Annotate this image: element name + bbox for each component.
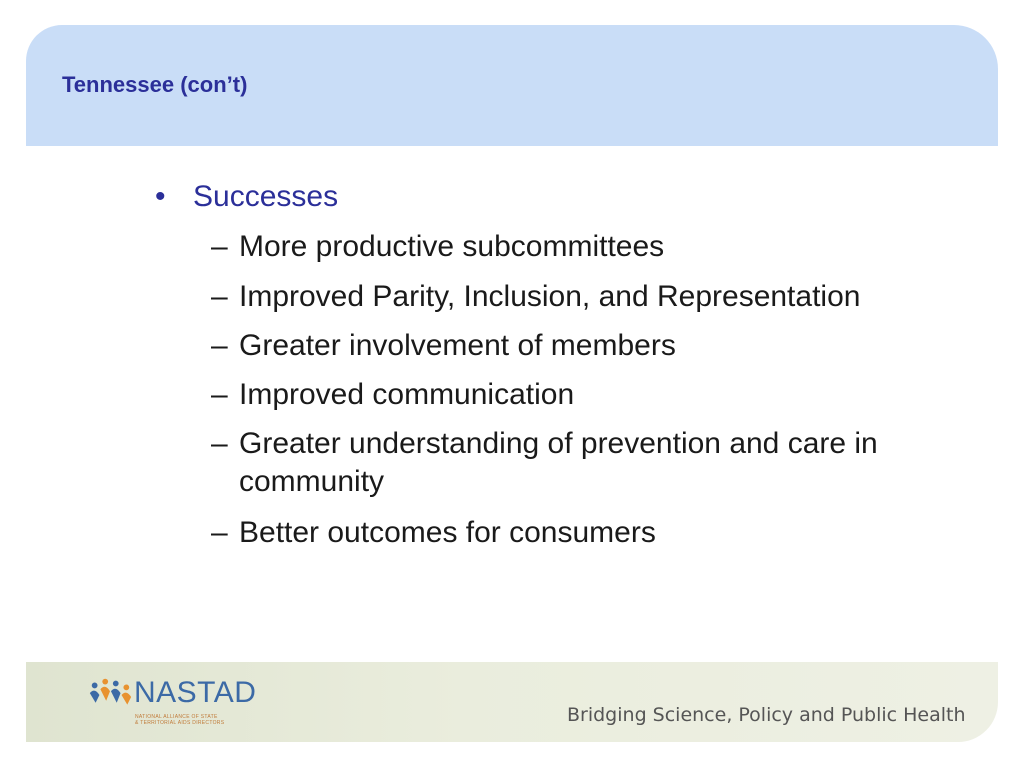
sub-item-text: Greater understanding of prevention and care in community — [239, 427, 878, 498]
nastad-people-logo-icon — [86, 672, 134, 720]
sub-item — [211, 376, 959, 414]
sub-item-text: Better outcomes for consumers — [239, 516, 656, 549]
sub-item — [211, 278, 959, 316]
dash-symbol: – — [211, 378, 228, 411]
sub-item-text: Improved communication — [239, 378, 575, 411]
dash-symbol: – — [211, 516, 228, 549]
logo-wordmark: NASTAD — [134, 676, 257, 709]
dash-symbol: – — [211, 427, 228, 460]
logo-subtitle-line: & TERRITORIAL AIDS DIRECTORS — [135, 720, 225, 726]
sub-item — [211, 228, 959, 266]
sub-item — [211, 327, 959, 365]
sub-item-text: Improved Parity, Inclusion, and Representation — [239, 280, 861, 313]
sub-item — [211, 514, 959, 552]
bullet-dot: • — [155, 180, 166, 213]
dash-symbol: – — [211, 280, 228, 313]
sub-item — [211, 425, 959, 501]
slide-title: Tennessee (con’t) — [62, 72, 248, 97]
sub-item-text: More productive subcommittees — [239, 230, 665, 263]
logo-subtitle-line: NATIONAL ALLIANCE OF STATE — [135, 714, 218, 720]
dash-symbol: – — [211, 230, 228, 263]
footer-tagline: Bridging Science, Policy and Public Health — [567, 704, 966, 726]
bullet-heading: Successes — [193, 180, 339, 213]
logo-subtitle — [135, 714, 275, 726]
sub-item-text: Greater involvement of members — [239, 329, 676, 362]
dash-symbol: – — [211, 329, 228, 362]
bullet-successes — [155, 180, 338, 214]
